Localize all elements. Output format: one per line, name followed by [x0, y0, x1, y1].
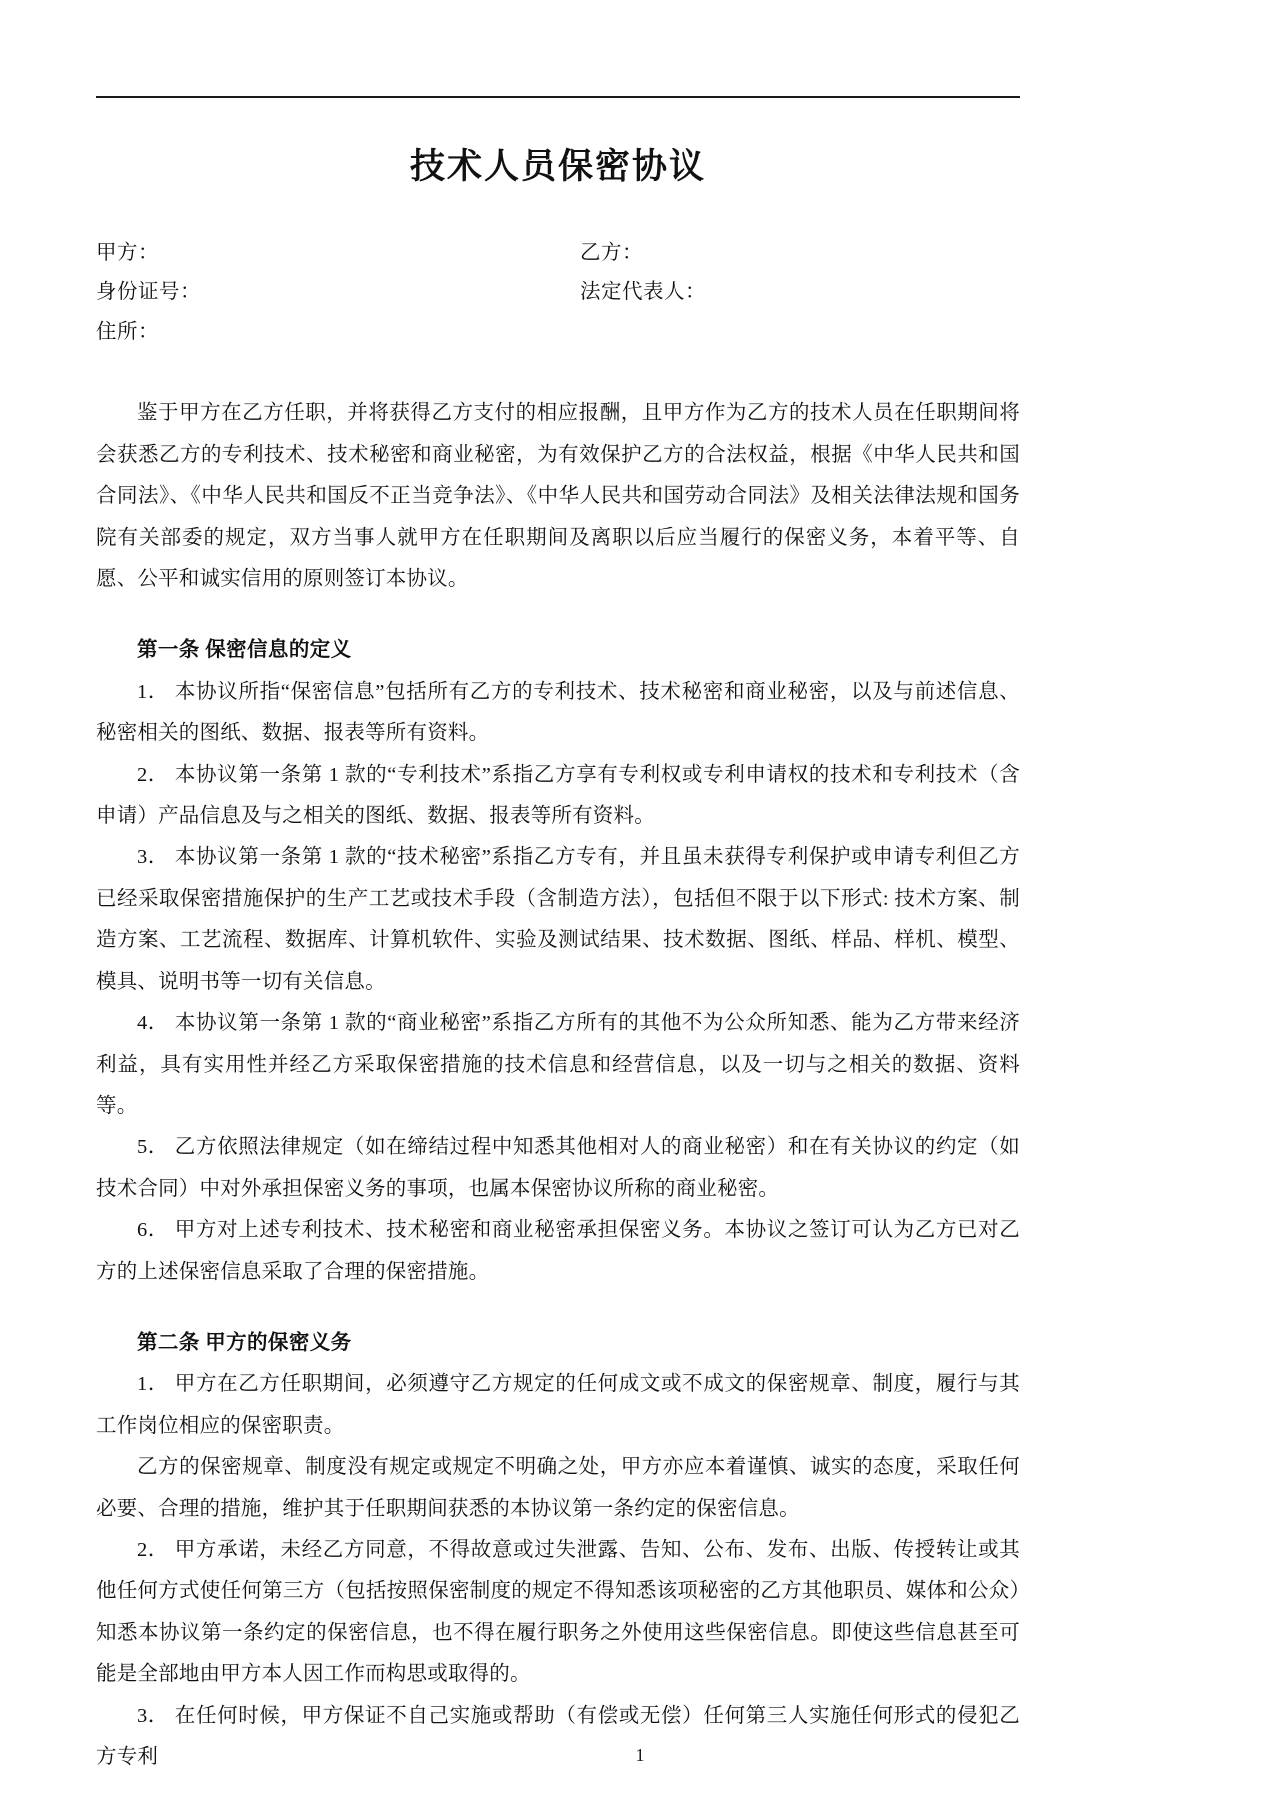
clause-1-6: 6． 甲方对上述专利技术、技术秘密和商业秘密承担保密义务。本协议之签订可认为乙方已对乙方的上述保密信息采取了合理的保密措施。 [96, 1219, 1020, 1283]
party-a-address-label: 住所： [96, 321, 159, 344]
party-b-name-label: 乙方： [580, 241, 643, 264]
clause-2-1: 1． 甲方在乙方任职期间，必须遵守乙方规定的任何成文或不成文的保密规章、制度，履行与其工作岗位相应的保密职责。 [96, 1373, 1020, 1437]
section-heading-article-2: 第二条 甲方的保密义务 [137, 1331, 352, 1354]
document-content [96, 0, 1020, 1778]
party-b-legal-rep-label: 法定代表人： [580, 281, 706, 304]
party-row [96, 234, 1020, 274]
party-info-block [96, 234, 1020, 354]
page-title: 技术人员保密协议 [409, 147, 706, 186]
clause-1-2: 2． 本协议第一条第 1 款的“专利技术”系指乙方享有专利权或专利申请权的技术和专利技术（含申请）产品信息及与之相关的图纸、数据、报表等所有资料。 [96, 763, 1020, 828]
header-rule-divider [96, 96, 1020, 98]
party-row [96, 273, 1020, 313]
clause-2-3: 3． 在任何时候，甲方保证不自己实施或帮助（有偿或无偿）任何第三人实施任何形式的侵犯乙方专利 [96, 1704, 1020, 1768]
section-heading-article-1: 第一条 保密信息的定义 [137, 639, 352, 662]
party-b-blank-label [580, 313, 1020, 353]
section-article-1 [96, 630, 1020, 1293]
page-number: 1 [635, 1745, 645, 1765]
clause-2-2: 2． 甲方承诺，未经乙方同意，不得故意或过失泄露、告知、公布、发布、出版、传授转让或其他任何方式使任何第三方（包括按照保密制度的规定不得知悉该项秘密的乙方其他职员、媒体和公众）知悉本协议第一条约定的保密信息，也不得在履行职务之外使用这些保密信息。即使这些信息甚至可能是全部地由甲方本人因工作而构思或取得的。 [96, 1538, 1020, 1686]
clause-1-5: 5． 乙方依照法律规定（如在缔结过程中知悉其他相对人的商业秘密）和在有关协议的约定（如技术合同）中对外承担保密义务的事项，也属本保密协议所称的商业秘密。 [96, 1136, 1020, 1200]
section-article-2 [96, 1323, 1020, 1778]
party-row [96, 313, 1020, 353]
clause-1-3: 3． 本协议第一条第 1 款的“技术秘密”系指乙方专有，并且虽未获得专利保护或申请专利但乙方已经采取保密措施保护的生产工艺或技术手段（含制造方法），包括但不限于以下形式: 技术方案、制造方案、工艺流程、数据库、计算机软件、实验及测试结果、技术数据、图纸、样品、样机、模型、模具、说明书等一切有关信息。 [96, 846, 1020, 993]
clause-1-4: 4． 本协议第一条第 1 款的“商业秘密”系指乙方所有的其他不为公众所知悉、能为乙方带来经济利益，具有实用性并经乙方采取保密措施的技术信息和经营信息，以及一切与之相关的数据、资料等。 [96, 1012, 1020, 1117]
recital-paragraph: 鉴于甲方在乙方任职，并将获得乙方支付的相应报酬，且甲方作为乙方的技术人员在任职期间将会获悉乙方的专利技术、技术秘密和商业秘密，为有效保护乙方的合法权益，根据《中华人民共和国合同法》、《中华人民共和国反不正当竞争法》、《中华人民共和国劳动合同法》及相关法律法规和国务院有关部委的规定，双方当事人就甲方在任职期间及离职以后应当履行的保密义务，本着平等、自愿、公平和诚实信用的原则签订本协议。 [96, 402, 1020, 591]
clause-2-1-continuation: 乙方的保密规章、制度没有规定或规定不明确之处，甲方亦应本着谨慎、诚实的态度，采取任何必要、合理的措施，维护其于任职期间获悉的本协议第一条约定的保密信息。 [96, 1456, 1020, 1520]
party-a-name-label: 甲方： [96, 241, 159, 264]
party-a-id-label: 身份证号： [96, 281, 201, 304]
clause-1-1: 1． 本协议所指“保密信息”包括所有乙方的专利技术、技术秘密和商业秘密，以及与前述信息、秘密相关的图纸、数据、报表等所有资料。 [96, 680, 1020, 745]
